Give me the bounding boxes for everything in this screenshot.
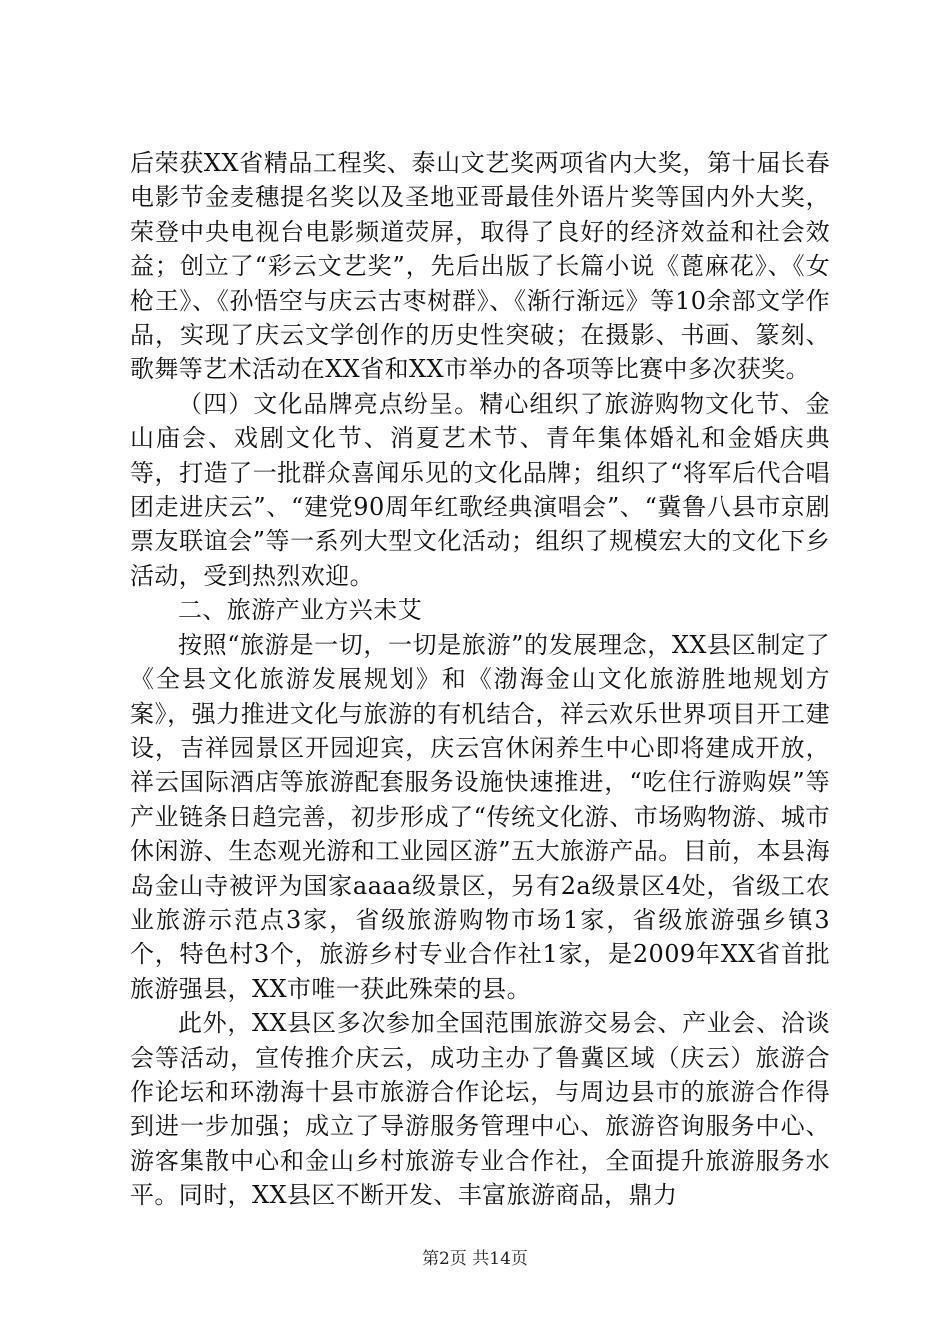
document-body xyxy=(130,146,830,1213)
page-footer: 第2页 共14页 xyxy=(422,1249,528,1269)
section-heading: 二、旅游产业方兴未艾 xyxy=(178,596,422,625)
paragraph-3: 按照“旅游是一切，一切是旅游”的发展理念，XX县区制定了《全县文化旅游发展规划》和《渤海金山文化旅游胜地规划方案》，强力推进文化与旅游的有机结合，祥云欢乐世界项目开工建设，吉祥园景区开园迎宾，庆云宫休闲养生中心即将建成开放，祥云国际酒店等旅游配套服务设施快速推进，“吃住行游购娱”等产业链条日趋完善，初步形成了“传统文化游、市场购物游、城市休闲游、生态观光游和工业园区游”五大旅游产品。目前，本县海岛金山寺被评为国家aaaa级景区，另有2a级景区4处，省级工农业旅游示范点3家，省级旅游购物市场1家，省级旅游强乡镇3个，特色村3个，旅游乡村专业合作社1家，是2009年XX省首批旅游强县，XX市唯一获此殊荣的县。 xyxy=(130,630,830,1003)
paragraph-1: 后荣获XX省精品工程奖、泰山文艺奖两项省内大奖，第十届长春电影节金麦穗提名奖以及圣地亚哥最佳外语片奖等国内外大奖，荣登中央电视台电影频道荧屏，取得了良好的经济效益和社会效益；创立了“彩云文艺奖”，先后出版了长篇小说《蓖麻花》、《女枪王》、《孙悟空与庆云古枣树群》、《渐行渐远》等10余部文学作品，实现了庆云文学创作的历史性突破；在摄影、书画、篆刻、歌舞等艺术活动在XX省和XX市举办的各项等比赛中多次获奖。 xyxy=(130,149,830,384)
paragraph-2: （四）文化品牌亮点纷呈。精心组织了旅游购物文化节、金山庙会、戏剧文化节、消夏艺术节、青年集体婚礼和金婚庆典等，打造了一批群众喜闻乐见的文化品牌；组织了“将军后代合唱团走进庆云”、“建党90周年红歌经典演唱会”、“冀鲁八县市京剧票友联谊会”等一系列大型文化活动；组织了规模宏大的文化下乡活动，受到热烈欢迎。 xyxy=(130,389,830,590)
paragraph-4: 此外，XX县区多次参加全国范围旅游交易会、产业会、洽谈会等活动，宣传推介庆云，成功主办了鲁冀区域（庆云）旅游合作论坛和环渤海十县市旅游合作论坛，与周边县市的旅游合作得到进一步加强；成立了导游服务管理中心、旅游咨询服务中心、游客集散中心和金山乡村旅游专业合作社，全面提升旅游服务水平。同时，XX县区不断开发、丰富旅游商品，鼎力 xyxy=(130,1009,830,1210)
